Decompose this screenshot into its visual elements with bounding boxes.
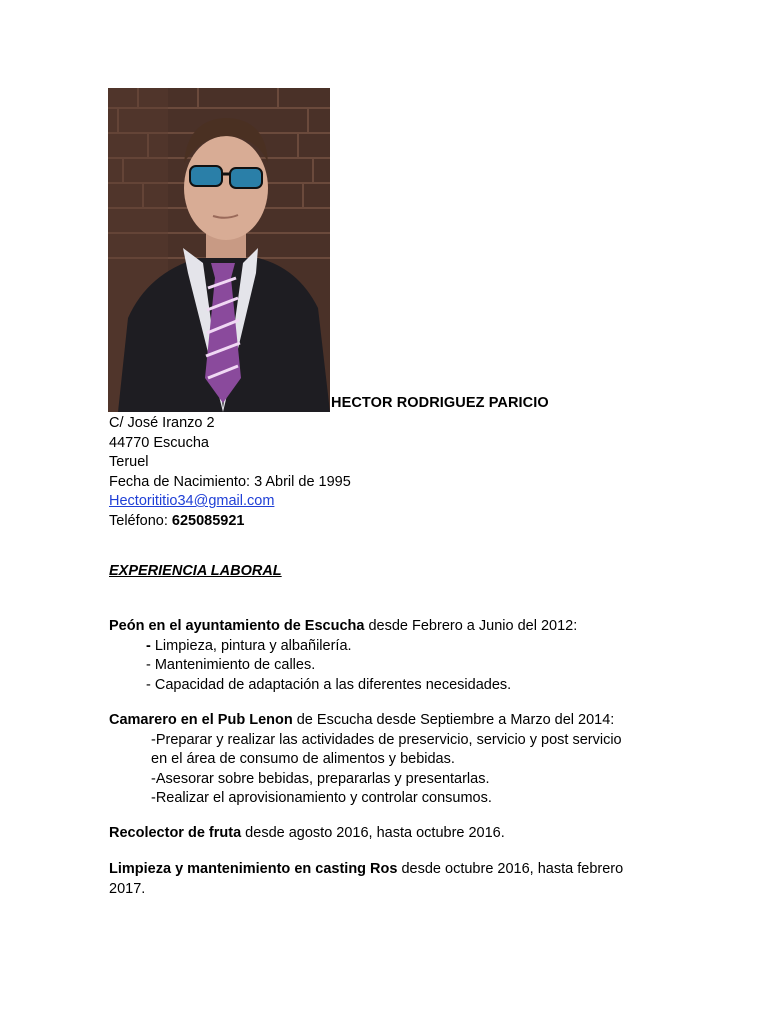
job-title: Recolector de fruta xyxy=(109,825,242,841)
job-period-continued: 2017. xyxy=(109,880,146,897)
email-row xyxy=(109,492,351,512)
job-period: desde agosto 2016, hasta octubre 2016. xyxy=(241,825,505,841)
phone-row xyxy=(109,512,351,532)
job-entry xyxy=(109,824,505,844)
job-task: -Asesorar sobre bebidas, prepararlas y presentarlas. xyxy=(151,770,490,787)
job-heading xyxy=(109,617,577,637)
job-heading xyxy=(109,824,505,844)
birth-date: Fecha de Nacimiento: 3 Abril de 1995 xyxy=(109,473,351,490)
profile-photo xyxy=(108,88,330,412)
job-period: de Escucha desde Septiembre a Marzo del 2014: xyxy=(292,712,615,728)
job-task: -Preparar y realizar las actividades de preservicio, servicio y post servicio xyxy=(151,731,622,748)
job-task: -Realizar el aprovisionamiento y controlar consumos. xyxy=(151,790,492,806)
profile-photo-illustration xyxy=(108,88,330,412)
job-period: desde octubre 2016, hasta febrero xyxy=(397,861,624,877)
contact-block xyxy=(109,414,351,531)
job-task: en el área de consumo de alimentos y bebidas. xyxy=(151,751,455,767)
job-entry xyxy=(109,617,577,695)
section-title-experience: EXPERIENCIA LABORAL xyxy=(109,563,282,579)
job-heading xyxy=(109,860,623,880)
phone-number: 625085921 xyxy=(171,512,245,529)
job-task: - Capacidad de adaptación a las diferentes necesidades. xyxy=(146,676,512,693)
candidate-name: HECTOR RODRIGUEZ PARICIO xyxy=(331,395,549,411)
job-title: Camarero en el Pub Lenon xyxy=(109,712,293,728)
job-period: desde Febrero a Junio del 2012: xyxy=(364,618,578,634)
job-title: Limpieza y mantenimiento en casting Ros xyxy=(109,861,398,877)
job-entry xyxy=(109,711,622,809)
job-heading xyxy=(109,711,622,731)
job-entry xyxy=(109,860,623,899)
address-province: Teruel xyxy=(109,454,149,470)
email-link[interactable]: Hectorititio34@gmail.com xyxy=(109,493,275,509)
phone-label: Teléfono: xyxy=(109,512,172,529)
address-city: 44770 Escucha xyxy=(109,434,209,451)
job-task: - Mantenimiento de calles. xyxy=(146,657,316,673)
job-title: Peón en el ayuntamiento de Escucha xyxy=(109,618,365,634)
job-task: - Limpieza, pintura y albañilería. xyxy=(146,637,352,654)
address-street: C/ José Iranzo 2 xyxy=(109,415,215,431)
